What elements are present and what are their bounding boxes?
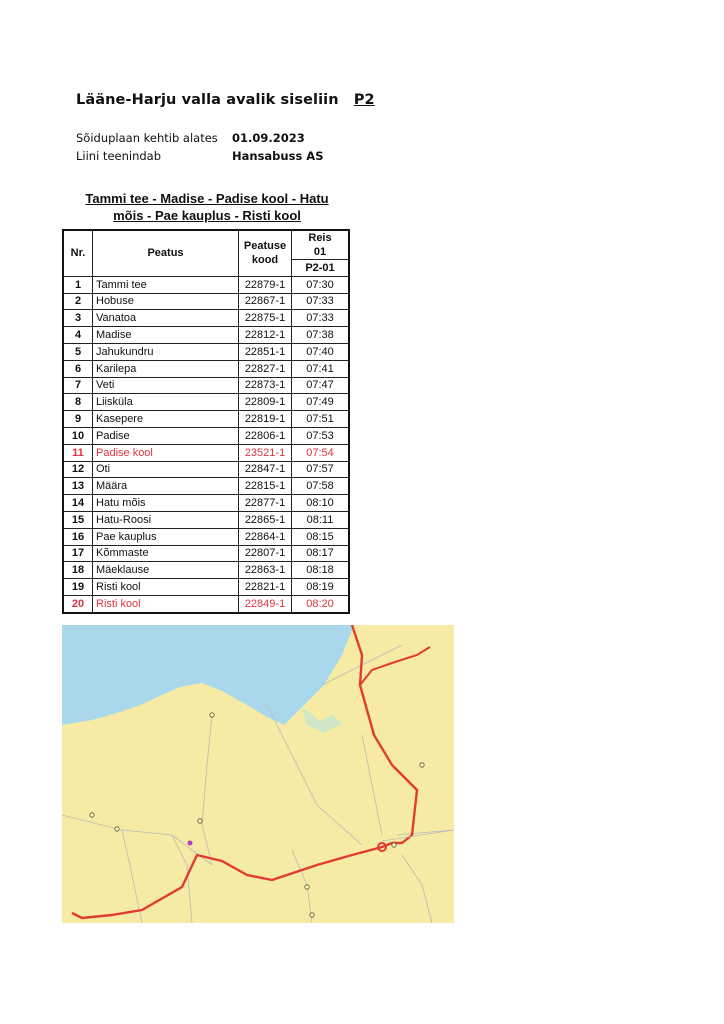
row-stop: Mäeklause <box>93 562 239 579</box>
table-row <box>63 528 349 545</box>
title-text: Lääne-Harju valla avalik siseliin <box>76 92 339 108</box>
row-stop: Padise <box>93 427 239 444</box>
row-time: 07:38 <box>292 327 350 344</box>
row-stop: Padise kool <box>93 444 239 461</box>
row-stop: Jahukundru <box>93 343 239 360</box>
row-code: 22812-1 <box>239 327 292 344</box>
table-row <box>63 411 349 428</box>
row-stop: Hatu mõis <box>93 495 239 512</box>
row-time: 07:33 <box>292 293 350 310</box>
col-trip-header <box>292 230 350 260</box>
row-nr: 7 <box>63 377 93 394</box>
row-code: 22809-1 <box>239 394 292 411</box>
row-time: 08:11 <box>292 511 350 528</box>
trip-id-header: P2-01 <box>292 260 350 277</box>
col-stop-header: Peatus <box>93 230 239 276</box>
row-code: 22875-1 <box>239 310 292 327</box>
operator-label: Liini teenindab <box>76 149 162 163</box>
row-code: 22807-1 <box>239 545 292 562</box>
row-stop: Vanatoa <box>93 310 239 327</box>
row-time: 07:30 <box>292 276 350 293</box>
route-title-line1: Tammi tee - Madise - Padise kool - Hatu <box>85 191 329 206</box>
table-row <box>63 511 349 528</box>
row-time: 07:33 <box>292 310 350 327</box>
row-nr: 1 <box>63 276 93 293</box>
line-code: P2 <box>353 92 375 108</box>
row-nr: 12 <box>63 461 93 478</box>
timetable-body <box>63 276 349 612</box>
row-stop: Kõmmaste <box>93 545 239 562</box>
row-code: 22867-1 <box>239 293 292 310</box>
row-code: 22864-1 <box>239 528 292 545</box>
row-code: 22819-1 <box>239 411 292 428</box>
row-code: 22865-1 <box>239 511 292 528</box>
row-code: 22851-1 <box>239 343 292 360</box>
route-title <box>62 190 352 224</box>
route-map-image <box>62 625 454 923</box>
route-map <box>62 625 454 923</box>
row-nr: 10 <box>63 427 93 444</box>
table-row <box>63 377 349 394</box>
row-time: 07:49 <box>292 394 350 411</box>
row-code: 22879-1 <box>239 276 292 293</box>
table-row <box>63 327 349 344</box>
row-time: 07:54 <box>292 444 350 461</box>
table-row <box>63 276 349 293</box>
row-nr: 3 <box>63 310 93 327</box>
row-time: 07:53 <box>292 427 350 444</box>
row-time: 08:19 <box>292 579 350 596</box>
row-stop: Tammi tee <box>93 276 239 293</box>
row-nr: 16 <box>63 528 93 545</box>
valid-from-label: Sõiduplaan kehtib alates <box>76 131 218 145</box>
row-time: 08:20 <box>292 595 350 612</box>
row-code: 22821-1 <box>239 579 292 596</box>
row-time: 08:18 <box>292 562 350 579</box>
row-time: 08:17 <box>292 545 350 562</box>
table-row <box>63 360 349 377</box>
row-stop: Määra <box>93 478 239 495</box>
table-row <box>63 343 349 360</box>
row-time: 08:15 <box>292 528 350 545</box>
hatu-marker <box>188 841 193 846</box>
row-time: 07:51 <box>292 411 350 428</box>
row-stop: Kasepere <box>93 411 239 428</box>
row-nr: 5 <box>63 343 93 360</box>
row-nr: 20 <box>63 595 93 612</box>
row-stop: Hobuse <box>93 293 239 310</box>
table-row <box>63 595 349 612</box>
row-time: 07:58 <box>292 478 350 495</box>
row-code: 22806-1 <box>239 427 292 444</box>
row-nr: 14 <box>63 495 93 512</box>
row-nr: 6 <box>63 360 93 377</box>
row-code: 22827-1 <box>239 360 292 377</box>
row-nr: 11 <box>63 444 93 461</box>
col-trip-header-line1: Reis <box>308 232 332 244</box>
col-nr-header: Nr. <box>63 230 93 276</box>
table-row <box>63 310 349 327</box>
row-nr: 2 <box>63 293 93 310</box>
row-stop: Oti <box>93 461 239 478</box>
row-code: 22815-1 <box>239 478 292 495</box>
table-row <box>63 579 349 596</box>
row-stop: Risti kool <box>93 579 239 596</box>
valid-from-value: 01.09.2023 <box>232 131 305 145</box>
row-code: 23521-1 <box>239 444 292 461</box>
row-code: 22863-1 <box>239 562 292 579</box>
operator-value: Hansabuss AS <box>232 149 324 163</box>
table-row <box>63 293 349 310</box>
col-code-header-line1: Peatuse <box>243 240 287 253</box>
row-code: 22849-1 <box>239 595 292 612</box>
document-title <box>76 92 375 108</box>
row-nr: 18 <box>63 562 93 579</box>
col-code-header <box>239 230 292 276</box>
row-nr: 17 <box>63 545 93 562</box>
row-time: 08:10 <box>292 495 350 512</box>
table-row <box>63 562 349 579</box>
row-code: 22873-1 <box>239 377 292 394</box>
col-code-header-line2: kood <box>251 254 279 267</box>
row-stop: Pae kauplus <box>93 528 239 545</box>
row-stop: Madise <box>93 327 239 344</box>
row-stop: Risti kool <box>93 595 239 612</box>
row-nr: 8 <box>63 394 93 411</box>
row-code: 22847-1 <box>239 461 292 478</box>
row-nr: 13 <box>63 478 93 495</box>
row-stop: Hatu-Roosi <box>93 511 239 528</box>
table-row <box>63 461 349 478</box>
table-row <box>63 495 349 512</box>
timetable <box>62 229 350 614</box>
row-nr: 9 <box>63 411 93 428</box>
row-time: 07:40 <box>292 343 350 360</box>
row-stop: Veti <box>93 377 239 394</box>
table-row <box>63 545 349 562</box>
route-title-line2: mõis - Pae kauplus - Risti kool <box>113 208 301 223</box>
row-time: 07:41 <box>292 360 350 377</box>
table-row <box>63 427 349 444</box>
row-time: 07:57 <box>292 461 350 478</box>
table-row <box>63 444 349 461</box>
row-nr: 4 <box>63 327 93 344</box>
table-row <box>63 394 349 411</box>
row-code: 22877-1 <box>239 495 292 512</box>
row-stop: Liisküla <box>93 394 239 411</box>
row-nr: 15 <box>63 511 93 528</box>
table-row <box>63 478 349 495</box>
row-nr: 19 <box>63 579 93 596</box>
row-time: 07:47 <box>292 377 350 394</box>
col-trip-header-line2: 01 <box>313 246 327 258</box>
row-stop: Karilepa <box>93 360 239 377</box>
